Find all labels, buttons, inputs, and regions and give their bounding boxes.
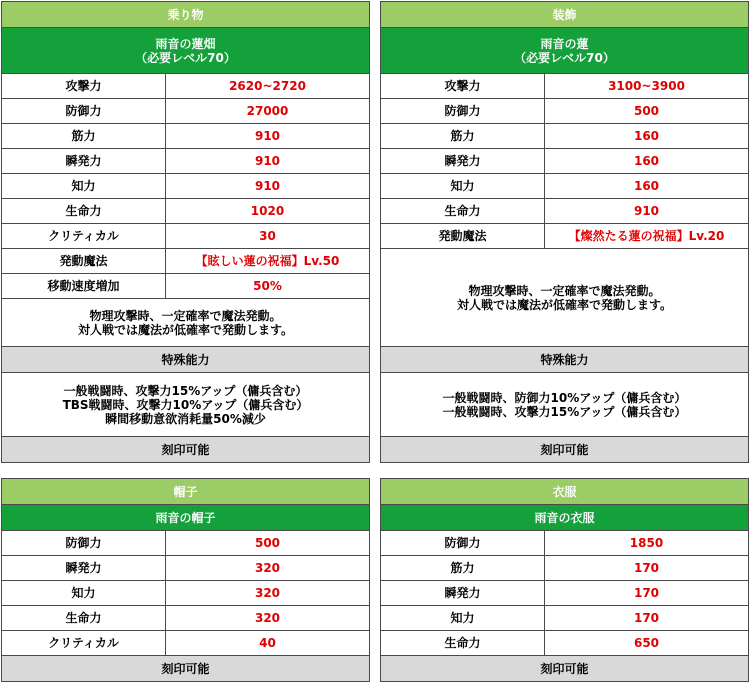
stat-value: 3100~3900 [545,74,749,99]
stat-value: 【眩しい蓮の祝福】Lv.50 [166,249,370,274]
stat-value: 320 [166,606,370,631]
stat-value: 320 [166,581,370,606]
special-ability-list [2,373,370,437]
stat-label: 知力 [381,174,545,199]
stat-label: 防御力 [381,531,545,556]
stat-label: 移動速度増加 [2,274,166,299]
stat-label: 筋力 [2,124,166,149]
item-name: 雨音の蓮畑 [155,36,216,51]
stat-value: 2620~2720 [166,74,370,99]
stat-value: 【燦然たる蓮の祝福】Lv.20 [545,224,749,249]
stat-label: 攻撃力 [381,74,545,99]
stat-value: 30 [166,224,370,249]
special-ability-line: 一般戦闘時、攻撃力15%アップ（傭兵含む） [63,383,308,398]
panel-decoration [380,1,749,463]
stat-value: 1850 [545,531,749,556]
stat-label: 防御力 [2,99,166,124]
stat-value: 500 [545,99,749,124]
stat-label: 発動魔法 [2,249,166,274]
stat-label: 知力 [2,581,166,606]
stat-value: 160 [545,174,749,199]
stat-value: 500 [166,531,370,556]
panel-mount [1,1,370,463]
stat-value: 170 [545,606,749,631]
stat-label: クリティカル [2,631,166,656]
stat-label: 筋力 [381,124,545,149]
stat-value: 910 [545,199,749,224]
item-required-level: （必要レベル70） [514,50,615,65]
category-header: 装飾 [381,2,749,28]
stat-value: 1020 [166,199,370,224]
stat-value: 910 [166,174,370,199]
magic-description [2,299,370,347]
stat-value: 910 [166,124,370,149]
stat-label: 防御力 [381,99,545,124]
magic-description [381,249,749,347]
panel-hat [1,478,370,682]
stat-label: クリティカル [2,224,166,249]
stat-label: 生命力 [381,199,545,224]
engrave-status: 刻印可能 [2,437,370,463]
stat-label: 発動魔法 [381,224,545,249]
engrave-status: 刻印可能 [381,437,749,463]
stat-value: 170 [545,556,749,581]
stat-label: 知力 [381,606,545,631]
special-ability-line: 瞬間移動意欲消耗量50%減少 [105,411,266,426]
stat-value: 910 [166,149,370,174]
item-name-header [2,28,370,74]
special-ability-header: 特殊能力 [381,347,749,373]
stat-label: 知力 [2,174,166,199]
stat-label: 生命力 [2,199,166,224]
description-line: 対人戦では魔法が低確率で発動します。 [456,297,673,312]
item-required-level: （必要レベル70） [135,50,236,65]
stat-value: 160 [545,124,749,149]
stat-label: 筋力 [381,556,545,581]
item-name: 雨音の衣服 [381,505,749,531]
special-ability-line: TBS戦闘時、攻撃力10%アップ（傭兵含む） [62,397,309,412]
description-line: 物理攻撃時、一定確率で魔法発動。 [89,308,282,323]
item-name-header [381,28,749,74]
stat-value: 320 [166,556,370,581]
category-header: 乗り物 [2,2,370,28]
stat-label: 瞬発力 [2,149,166,174]
special-ability-line: 一般戦闘時、攻撃力15%アップ（傭兵含む） [442,404,687,419]
stat-value: 160 [545,149,749,174]
stat-label: 瞬発力 [381,149,545,174]
stat-value: 50% [166,274,370,299]
description-line: 対人戦では魔法が低確率で発動します。 [77,322,294,337]
stat-label: 攻撃力 [2,74,166,99]
stat-value: 40 [166,631,370,656]
special-ability-line: 一般戦闘時、防御力10%アップ（傭兵含む） [442,390,687,405]
stat-label: 瞬発力 [2,556,166,581]
engrave-status: 刻印可能 [2,656,370,682]
item-name: 雨音の蓮 [540,36,589,51]
stat-value: 170 [545,581,749,606]
panel-clothes [380,478,749,682]
item-name: 雨音の帽子 [2,505,370,531]
category-header: 衣服 [381,479,749,505]
category-header: 帽子 [2,479,370,505]
stat-label: 瞬発力 [381,581,545,606]
stat-value: 27000 [166,99,370,124]
stat-label: 生命力 [2,606,166,631]
stat-label: 生命力 [381,631,545,656]
stat-label: 防御力 [2,531,166,556]
description-line: 物理攻撃時、一定確率で魔法発動。 [468,283,661,298]
engrave-status: 刻印可能 [381,656,749,682]
special-ability-header: 特殊能力 [2,347,370,373]
stat-value: 650 [545,631,749,656]
special-ability-list [381,373,749,437]
